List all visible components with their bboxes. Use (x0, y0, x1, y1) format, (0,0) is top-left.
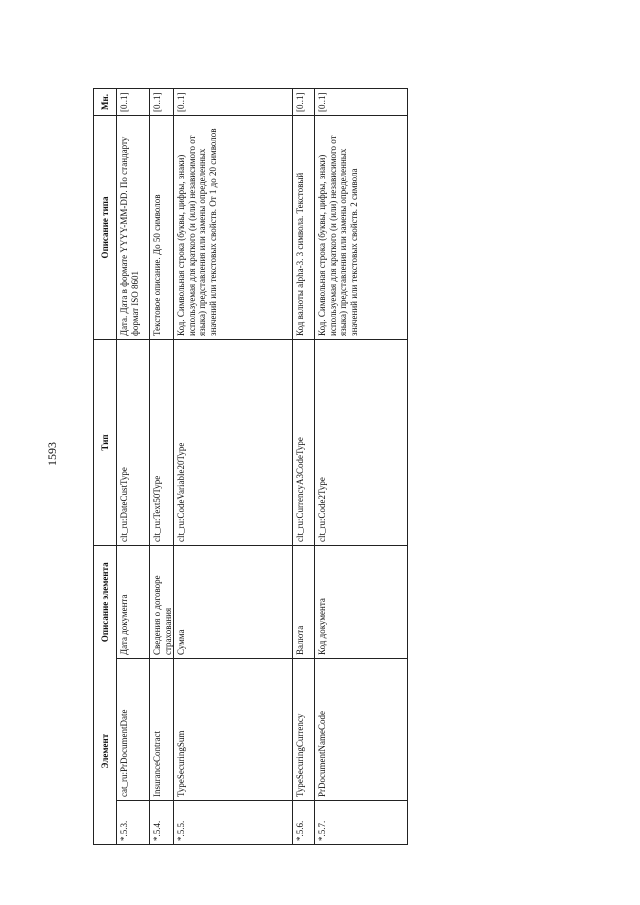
row-type-description: Текстовое описание. До 50 символов (150, 115, 174, 339)
table-row (293, 88, 315, 844)
header-element: Элемент (94, 658, 117, 844)
row-number: *.5.6. (293, 801, 315, 845)
row-min: [0..1] (293, 88, 315, 115)
row-type: clt_ru:Text50Type (150, 339, 174, 545)
row-type-description: Дата. Дата в формате YYYY-MM-DD. По стандарту формат ISO 8601 (117, 115, 150, 339)
row-min: [0..1] (150, 88, 174, 115)
row-type-description: Код. Символьная строка (буквы, цифры, знаки) используемая для краткого (и (или) независимого от языка) представления или замены определенных значений или текстовых свойств. От 1 до 20 символов (174, 115, 293, 339)
row-element-description: Валюта (293, 545, 315, 658)
row-element-description: Сумма (174, 545, 293, 658)
row-number: *.5.5. (174, 801, 293, 845)
row-type: clt_ru:DateCustType (117, 339, 150, 545)
row-number: *.5.3. (117, 801, 150, 845)
row-element-description: Код документа (315, 545, 408, 658)
table-row (315, 88, 408, 844)
row-type-description: Код. Символьная строка (буквы, цифры, знаки) используемая для краткого (и (или) независимого от языка) представления или замены определенных значений или текстовых свойств. 2 символа (315, 115, 408, 339)
header-min: Мн. (94, 88, 117, 115)
elements-table-container (93, 89, 415, 845)
elements-table (93, 88, 408, 845)
row-element: cat_ru:PrDocumentDate (117, 658, 150, 800)
header-type: Тип (94, 339, 117, 545)
row-number: *.5.7. (315, 801, 408, 845)
row-element-description: Сведения о договоре страхования (150, 545, 174, 658)
row-element: TypeSecuringSum (174, 658, 293, 800)
row-type: clt_ru:Code2Type (315, 339, 408, 545)
row-number: *.5.4. (150, 801, 174, 845)
row-element-description: Дата документа (117, 545, 150, 658)
header-type-description: Описание типа (94, 115, 117, 339)
row-element: InsuranceContract (150, 658, 174, 800)
header-element-description: Описание элемента (94, 545, 117, 658)
row-min: [0..1] (117, 88, 150, 115)
table-row (117, 88, 150, 844)
row-min: [0..1] (174, 88, 293, 115)
row-element: PrDocumentNameCode (315, 658, 408, 800)
table-row (174, 88, 293, 844)
table-row (150, 88, 174, 844)
row-type: clt_ru:CurrencyA3CodeType (293, 339, 315, 545)
row-min: [0..1] (315, 88, 408, 115)
table-header-row (94, 88, 117, 844)
row-type: clt_ru:CodeVariable20Type (174, 339, 293, 545)
page-number: 1593 (45, 442, 59, 466)
row-element: TypeSecuringCurrency (293, 658, 315, 800)
row-type-description: Код валюты alpha-3. 3 символа. Текстовый (293, 115, 315, 339)
